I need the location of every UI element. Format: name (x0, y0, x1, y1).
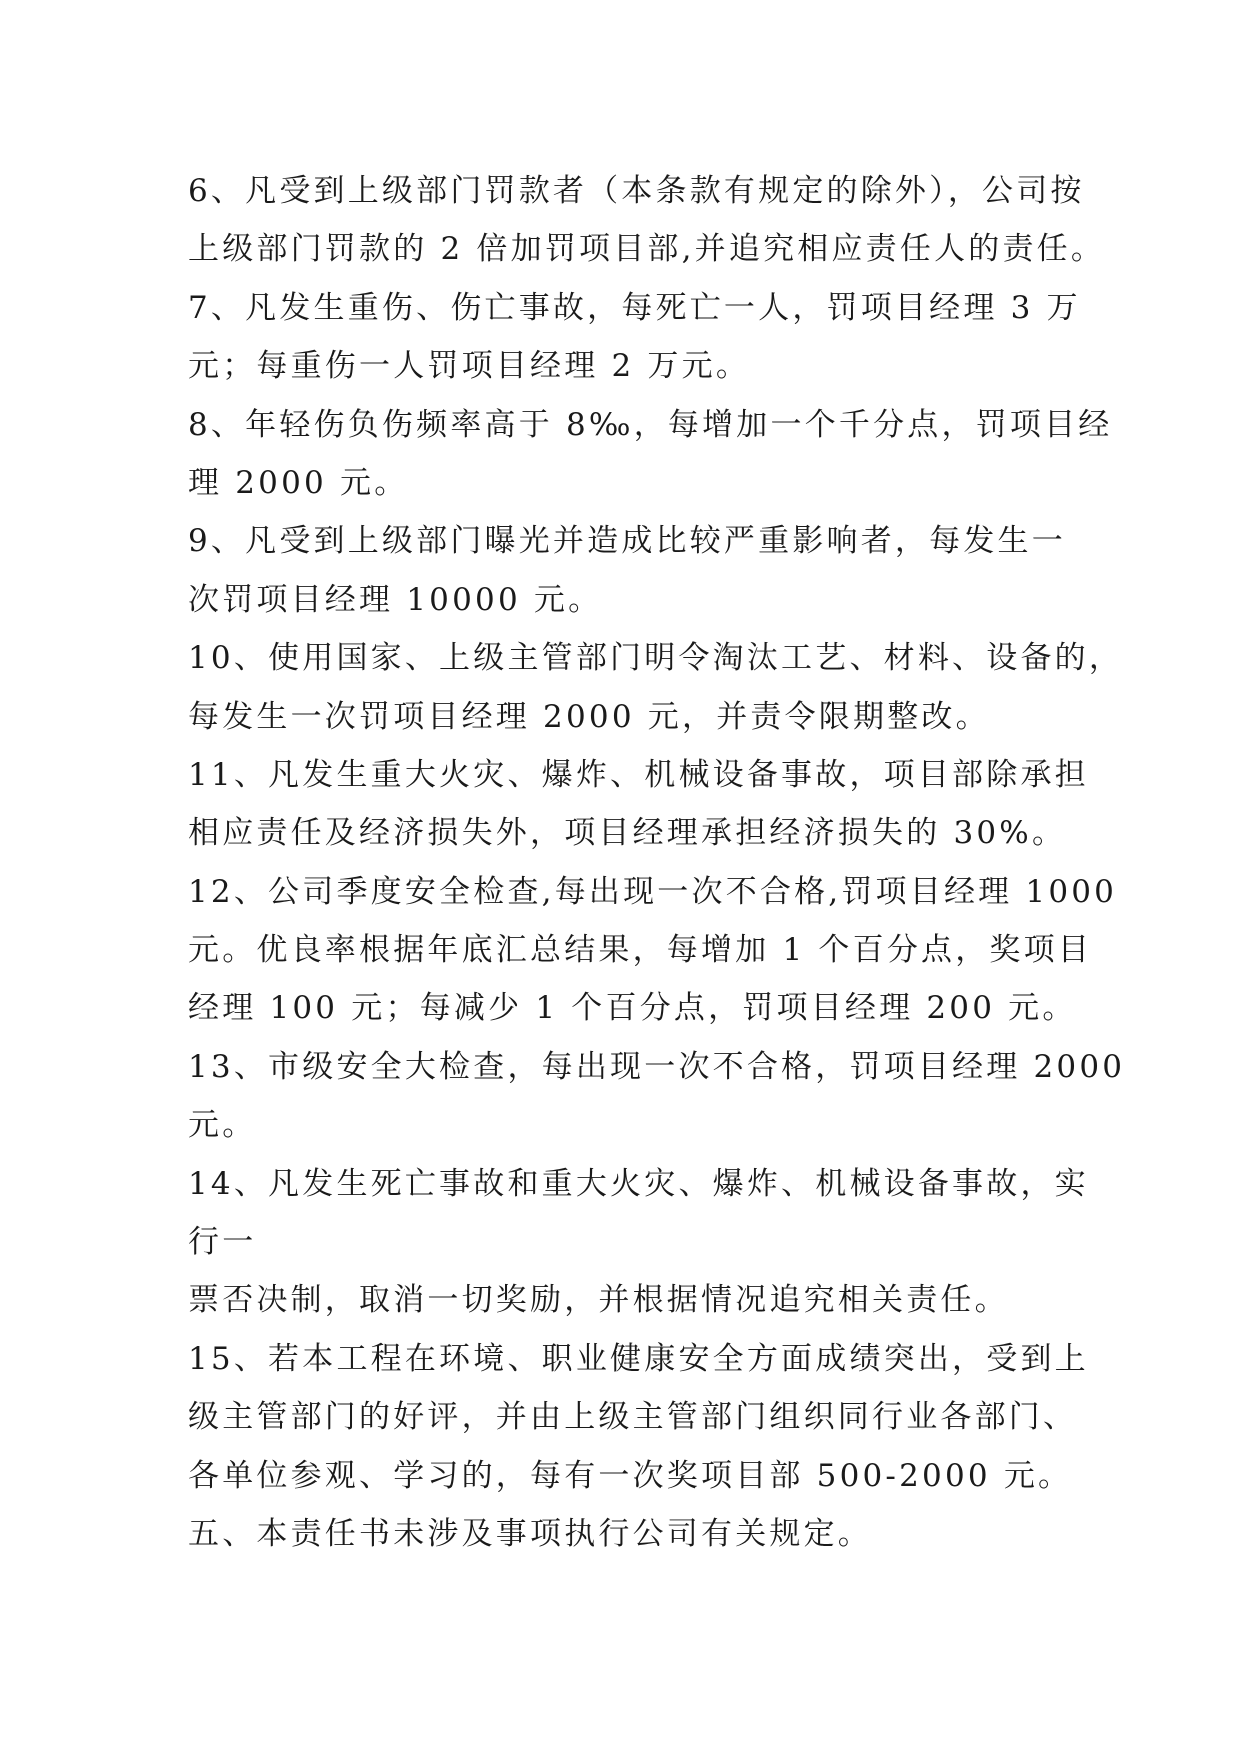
text-line: 11、凡发生重大火灾、爆炸、机械设备事故，项目部除承担 (188, 756, 1089, 793)
text-line: 次罚项目经理 10000 元。 (188, 581, 603, 618)
text-line: 元。 (188, 1107, 257, 1144)
text-line: 各单位参观、学习的，每有一次奖项目部 500-2000 元。 (188, 1457, 1073, 1494)
text-line: 8、年轻伤负伤频率高于 8‰，每增加一个千分点，罚项目经 (188, 406, 1113, 443)
text-line: 经理 100 元；每减少 1 个百分点，罚项目经理 200 元。 (188, 990, 1077, 1027)
text-line: 票否决制，取消一切奖励，并根据情况追究相关责任。 (188, 1282, 1009, 1319)
text-line: 元。优良率根据年底汇总结果，每增加 1 个百分点，奖项目 (188, 932, 1093, 969)
text-line: 6、凡受到上级部门罚款者（本条款有规定的除外），公司按 (188, 173, 1085, 209)
document-body (188, 162, 1126, 1563)
text-line: 13、市级安全大检查，每出现一次不合格，罚项目经理 2000 (188, 1048, 1126, 1085)
text-line: 每发生一次罚项目经理 2000 元，并责令限期整改。 (188, 698, 990, 735)
text-line: 7、凡发生重伤、伤亡事故，每死亡一人，罚项目经理 3 万 (188, 289, 1081, 326)
text-line: 相应责任及经济损失外，项目经理承担经济损失的 30%。 (188, 815, 1067, 852)
text-line: 元；每重伤一人罚项目经理 2 万元。 (188, 348, 751, 385)
text-line: 15、若本工程在环境、职业健康安全方面成绩突出，受到上 (188, 1340, 1089, 1377)
text-line: 14、凡发生死亡事故和重大火灾、爆炸、机械设备事故，实 (188, 1165, 1089, 1202)
text-line: 10、使用国家、上级主管部门明令淘汰工艺、材料、设备的， (188, 640, 1124, 677)
text-line: 9、凡受到上级部门曝光并造成比较严重影响者，每发生一 (188, 523, 1066, 560)
text-line: 理 2000 元。 (188, 464, 409, 501)
text-line: 12、公司季度安全检查,每出现一次不合格,罚项目经理 1000 (188, 873, 1118, 910)
text-line: 上级部门罚款的 2 倍加罚项目部,并追究相应责任人的责任。 (188, 231, 1106, 268)
text-line: 行一 (188, 1224, 257, 1261)
text-line: 五、本责任书未涉及事项执行公司有关规定。 (188, 1515, 872, 1552)
text-line: 级主管部门的好评，并由上级主管部门组织同行业各部门、 (188, 1399, 1078, 1436)
